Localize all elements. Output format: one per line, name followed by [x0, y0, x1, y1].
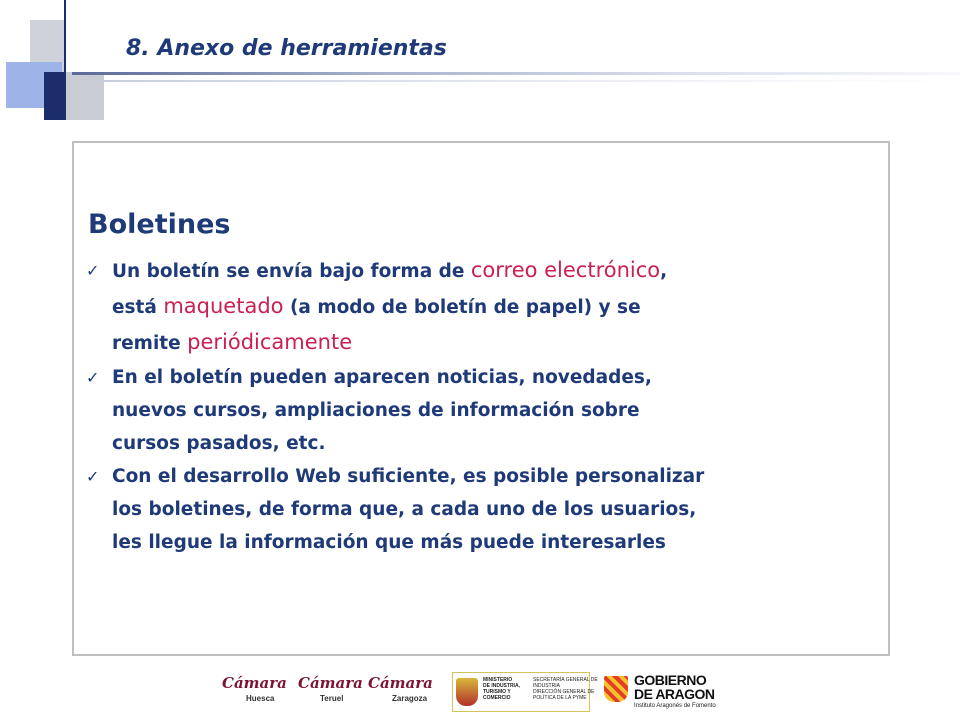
highlight-text: maquetado [163, 294, 284, 318]
header-horizontal-rule-light [100, 80, 960, 82]
camara-zaragoza-logo [368, 672, 438, 712]
header-horizontal-rule [72, 72, 960, 75]
gobierno-line1: GOBIERNO [634, 672, 707, 688]
ministerio-name: MINISTERIO DE INDUSTRIA, TURISMO Y COMERCIO [483, 677, 520, 701]
header-decoration-navy-bar [44, 72, 64, 120]
camara-city: Zaragoza [392, 694, 428, 703]
text-run: está [112, 297, 164, 318]
bullet-line: Con el desarrollo Web suficiente, es posible personalizar [112, 466, 705, 487]
bullet-item [84, 253, 884, 361]
slide-title: 8. Anexo de herramientas [126, 36, 447, 61]
text-run: (a modo de boletín de papel) y se [283, 297, 641, 318]
text-run: Un boletín se envía bajo forma de [112, 261, 471, 282]
check-icon: ✓ [86, 368, 100, 387]
camara-logo-text: Cámara [368, 674, 433, 692]
bullet-item [84, 361, 884, 460]
bullet-line [112, 330, 353, 354]
camara-huesca-logo [222, 672, 292, 712]
highlight-text: correo electrónico [470, 258, 661, 282]
bullet-line: cursos pasados, etc. [112, 433, 326, 454]
camara-city: Huesca [246, 694, 275, 703]
text-run: remite [112, 333, 188, 354]
aragon-flag-icon [604, 676, 628, 702]
bullet-line: En el boletín pueden aparecen noticias, novedades, [112, 367, 652, 388]
bullet-line: les llegue la información que más puede interesarles [112, 532, 666, 553]
content-box [72, 141, 890, 656]
bullet-line [112, 258, 668, 282]
bullet-line: los boletines, de forma que, a cada uno de los usuarios, [112, 499, 697, 520]
text-run: , [660, 261, 668, 282]
bullet-item [84, 460, 884, 559]
bullet-line [112, 294, 641, 318]
header-vertical-rule [64, 0, 66, 120]
header-decoration-gray-square-2 [64, 72, 104, 120]
camara-logo-text: Cámara [298, 674, 363, 692]
ministerio-department: SECRETARÍA GENERAL DE INDUSTRIA DIRECCIÓN GENERAL DE POLÍTICA DE LA PYME [533, 677, 598, 701]
camara-teruel-logo [298, 672, 368, 712]
camara-logo-text: Cámara [222, 674, 287, 692]
spain-shield-icon [456, 678, 478, 706]
section-title: Boletines [88, 209, 231, 240]
bullet-list [84, 253, 884, 559]
check-icon: ✓ [86, 261, 100, 280]
bullet-line: nuevos cursos, ampliaciones de información sobre [112, 400, 640, 421]
ministerio-logo [452, 672, 598, 712]
check-icon: ✓ [86, 467, 100, 486]
gobierno-aragon-logo [604, 672, 734, 712]
camara-city: Teruel [320, 694, 344, 703]
gobierno-subtitle: Instituto Aragonés de Fomento [634, 703, 716, 709]
highlight-text: periódicamente [187, 330, 353, 354]
gobierno-line2: DE ARAGON [634, 686, 715, 702]
